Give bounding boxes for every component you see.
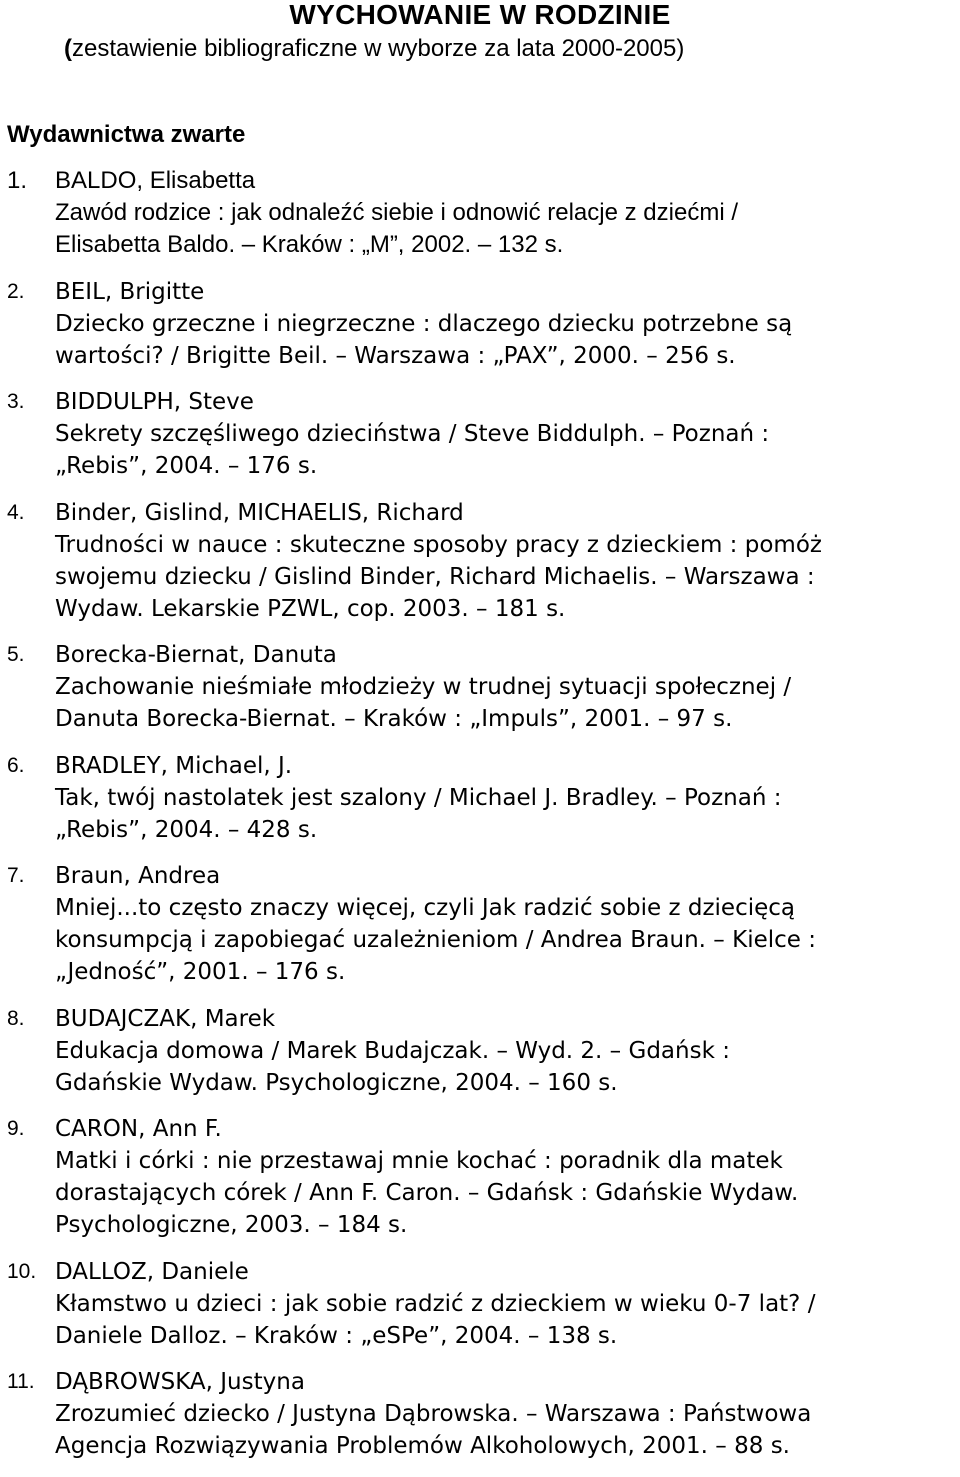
entry-line: Daniele Dalloz. – Kraków : „eSPe”, 2004. – 138 s. <box>55 1322 618 1349</box>
entry-line: Zawód rodzice : jak odnaleźć siebie i odnowić relacje z dziećmi / <box>55 199 738 226</box>
entry-line: Agencja Rozwiązywania Problemów Alkoholowych, 2001. – 88 s. <box>55 1433 790 1459</box>
subtitle-text: zestawienie bibliograficzne w wyborze za lata 2000-2005) <box>72 35 685 62</box>
bibliography-entry <box>0 860 955 988</box>
entry-line: Wydaw. Lekarskie PZWL, cop. 2003. – 181 s. <box>55 595 566 622</box>
entry-author: Borecka-Biernat, Danuta <box>55 642 337 668</box>
entry-line: Danuta Borecka-Biernat. – Kraków : „Impuls”, 2001. – 97 s. <box>55 706 733 732</box>
entry-number: 1. <box>7 167 28 194</box>
entry-line: dorastających córek / Ann F. Caron. – Gdańsk : Gdańskie Wydaw. <box>55 1180 799 1206</box>
bibliography-entry <box>0 497 955 625</box>
entry-author: CARON, Ann F. <box>55 1116 222 1142</box>
entry-author: BIDDULPH, Steve <box>55 389 254 415</box>
entry-line: konsumpcją i zapobiegać uzależnieniom / Andrea Braun. – Kielce : <box>55 927 816 953</box>
bibliography-list <box>0 165 960 1477</box>
entry-line: Kłamstwo u dzieci : jak sobie radzić z dzieckiem w wieku 0-7 lat? / <box>55 1290 816 1317</box>
entry-author: DĄBROWSKA, Justyna <box>55 1369 305 1395</box>
entry-line: Matki i córki : nie przestawaj mnie kochać : poradnik dla matek <box>55 1148 783 1174</box>
bibliography-entry <box>0 1366 955 1462</box>
entry-number: 5. <box>7 643 25 666</box>
bibliography-entry <box>0 165 955 261</box>
entry-number: 7. <box>7 864 25 887</box>
entry-line: „Rebis”, 2004. – 428 s. <box>55 816 318 843</box>
entry-number: 3. <box>7 390 25 413</box>
entry-line: Trudności w nauce : skuteczne sposoby pracy z dzieckiem : pomóż <box>55 531 822 558</box>
section-heading: Wydawnictwa zwarte <box>7 121 246 148</box>
bibliography-entry <box>0 386 955 482</box>
entry-number: 6. <box>7 753 25 777</box>
entry-line: Sekrety szczęśliwego dzieciństwa / Steve Biddulph. – Poznań : <box>55 421 770 447</box>
entry-line: Tak, twój nastolatek jest szalony / Michael J. Bradley. – Poznań : <box>55 784 782 811</box>
entry-author: BALDO, Elisabetta <box>55 167 256 194</box>
entry-line: Psychologiczne, 2003. – 184 s. <box>55 1212 408 1238</box>
bibliography-entry <box>0 276 955 372</box>
entry-line: Dziecko grzeczne i niegrzeczne : dlaczego dziecku potrzebne są <box>55 310 793 337</box>
bibliography-entry <box>0 1003 955 1099</box>
entry-number: 9. <box>7 1117 25 1140</box>
entry-line: Elisabetta Baldo. – Kraków : „M”, 2002. – 132 s. <box>55 231 564 258</box>
bibliography-entry <box>0 1256 955 1352</box>
entry-number: 10. <box>7 1259 37 1283</box>
entry-line: Zrozumieć dziecko / Justyna Dąbrowska. – Warszawa : Państwowa <box>55 1401 812 1427</box>
entry-line: swojemu dziecku / Gislind Binder, Richard Michaelis. – Warszawa : <box>55 563 815 590</box>
entry-author: BRADLEY, Michael, J. <box>55 752 293 779</box>
bibliography-entry <box>0 639 955 735</box>
entry-author: DALLOZ, Daniele <box>55 1258 249 1285</box>
document-subtitle <box>64 34 684 64</box>
entry-author: BEIL, Brigitte <box>55 278 205 305</box>
entry-line: „Jedność”, 2001. – 176 s. <box>55 959 346 985</box>
entry-author: BUDAJCZAK, Marek <box>55 1005 276 1032</box>
entry-line: wartości? / Brigitte Beil. – Warszawa : „PAX”, 2000. – 256 s. <box>55 342 736 369</box>
bibliography-entry <box>0 1113 955 1241</box>
entry-number: 2. <box>7 279 25 303</box>
entry-line: Zachowanie nieśmiałe młodzieży w trudnej sytuacji społecznej / <box>55 674 792 700</box>
entry-number: 11. <box>7 1370 35 1393</box>
entry-author: Binder, Gislind, MICHAELIS, Richard <box>55 499 464 526</box>
entry-number: 8. <box>7 1006 25 1030</box>
document-title: WYCHOWANIE W RODZINIE <box>289 0 671 30</box>
bibliography-entry <box>0 750 955 846</box>
entry-line: Gdańskie Wydaw. Psychologiczne, 2004. – 160 s. <box>55 1069 618 1096</box>
subtitle-open-paren: ( <box>64 35 72 62</box>
entry-line: Edukacja domowa / Marek Budajczak. – Wyd. 2. – Gdańsk : <box>55 1037 730 1064</box>
entry-number: 4. <box>7 500 25 524</box>
entry-line: Mniej...to często znaczy więcej, czyli Jak radzić sobie z dziecięcą <box>55 895 796 921</box>
entry-line: „Rebis”, 2004. – 176 s. <box>55 453 318 479</box>
entry-author: Braun, Andrea <box>55 863 221 889</box>
